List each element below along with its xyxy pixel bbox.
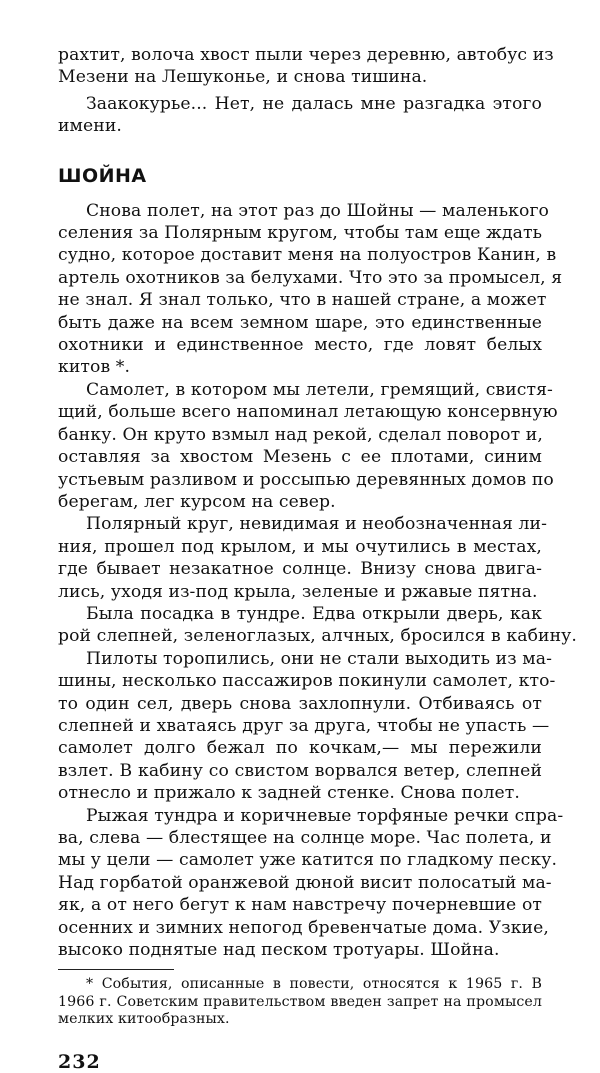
text-line: высоко поднятые над песком тротуары. Шойна.	[58, 940, 500, 961]
text-line: слепней и хватаясь друг за друга, чтобы не упасть —	[58, 715, 550, 736]
paragraph	[58, 805, 564, 962]
text-line: Самолет, в котором мы летели, гремящий, свистя-	[86, 379, 553, 400]
text-line: берегам, лег курсом на север.	[58, 491, 336, 512]
footnote-line: мелких китообразных.	[58, 1011, 230, 1028]
text-line: лись, уходя из-под крыла, зеленые и ржавые пятна.	[58, 581, 538, 602]
page-number: 232	[58, 1050, 101, 1073]
text-line: самолет долго бежал по кочкам,— мы пережили	[58, 738, 542, 759]
text-line: артель охотников за белухами. Что это за промысел, я	[58, 267, 563, 288]
footnote	[58, 976, 542, 1028]
paragraph	[58, 513, 548, 603]
paragraph	[58, 603, 577, 648]
text-line: оставляя за хвостом Мезень с ее плотами, синим	[58, 447, 542, 468]
text-line: Снова полет, на этот раз до Шойны — маленького	[86, 200, 549, 221]
paragraph	[58, 200, 563, 379]
intro-paragraph	[58, 93, 542, 138]
text-line: Мезени на Лешуконье, и снова тишина.	[58, 67, 428, 88]
text-line: селения за Полярным кругом, чтобы там еще ждать	[58, 223, 543, 244]
text-line: рахтит, волоча хвост пыли через деревню, автобус из	[58, 45, 554, 65]
text-line: то один сел, дверь снова захлопнули. Отбиваясь от	[58, 693, 542, 714]
text-line: Пилоты торопились, они не стали выходить из ма-	[86, 648, 552, 669]
text-line: щий, больше всего напоминал летающую консервную	[58, 402, 558, 423]
text-line: осенних и зимних непогод бревенчатые дома. Узкие,	[58, 917, 549, 938]
text-line: судно, которое доставит меня на полуостров Канин, в	[58, 245, 557, 266]
text-line: имени.	[58, 116, 122, 137]
text-line: охотники и единственное место, где ловят белых	[58, 335, 542, 356]
text-line: Рыжая тундра и коричневые торфяные речки спра-	[86, 805, 564, 826]
text-line: отнесло и прижало к задней стенке. Снова полет.	[58, 783, 520, 804]
book-page	[58, 44, 577, 1073]
text-line: устьевым разливом и россыпью деревянных домов по	[58, 469, 554, 490]
text-line: китов *.	[58, 357, 131, 378]
text-line: Над горбатой оранжевой дюной висит полосатый ма-	[58, 872, 552, 893]
text-line: банку. Он круто взмыл над рекой, сделал поворот и,	[58, 424, 543, 445]
text-line: ния, прошел под крылом, и мы очутились в местах,	[58, 536, 542, 557]
text-line: як, а от него бегут к нам навстречу почерневшие от	[58, 895, 542, 916]
text-line: где бывает незакатное солнце. Внизу снова двига-	[58, 559, 542, 580]
text-line: взлет. В кабину со свистом ворвался ветер, слепней	[58, 760, 542, 781]
intro-paragraph	[58, 44, 554, 89]
text-line: Была посадка в тундре. Едва открыли дверь, как	[86, 603, 542, 624]
paragraph	[58, 648, 556, 805]
text-line: Полярный круг, невидимая и необозначенная ли-	[86, 514, 548, 535]
footnote-line: 1966 г. Советским правительством введен запрет на промысел	[58, 993, 542, 1010]
text-line: шины, несколько пассажиров покинули самолет, кто-	[58, 671, 556, 692]
paragraph	[58, 379, 558, 513]
text-line: рой слепней, зеленоглазых, алчных, бросился в кабину.	[58, 626, 577, 647]
footnote-line: * События, описанные в повести, относятся к 1965 г. В	[86, 976, 542, 993]
text-line: быть даже на всем земном шаре, это единственные	[58, 312, 542, 333]
footnote-divider	[58, 969, 174, 970]
text-line: мы у цели — самолет уже катится по гладкому песку.	[58, 850, 558, 871]
text-line: ва, слева — блестящее на солнце море. Час полета, и	[58, 828, 552, 848]
text-line: Заакокурье... Нет, не далась мне разгадка этого	[86, 93, 542, 114]
text-line: не знал. Я знал только, что в нашей стране, а может	[58, 290, 547, 311]
section-title: ШОЙНА	[58, 164, 147, 187]
